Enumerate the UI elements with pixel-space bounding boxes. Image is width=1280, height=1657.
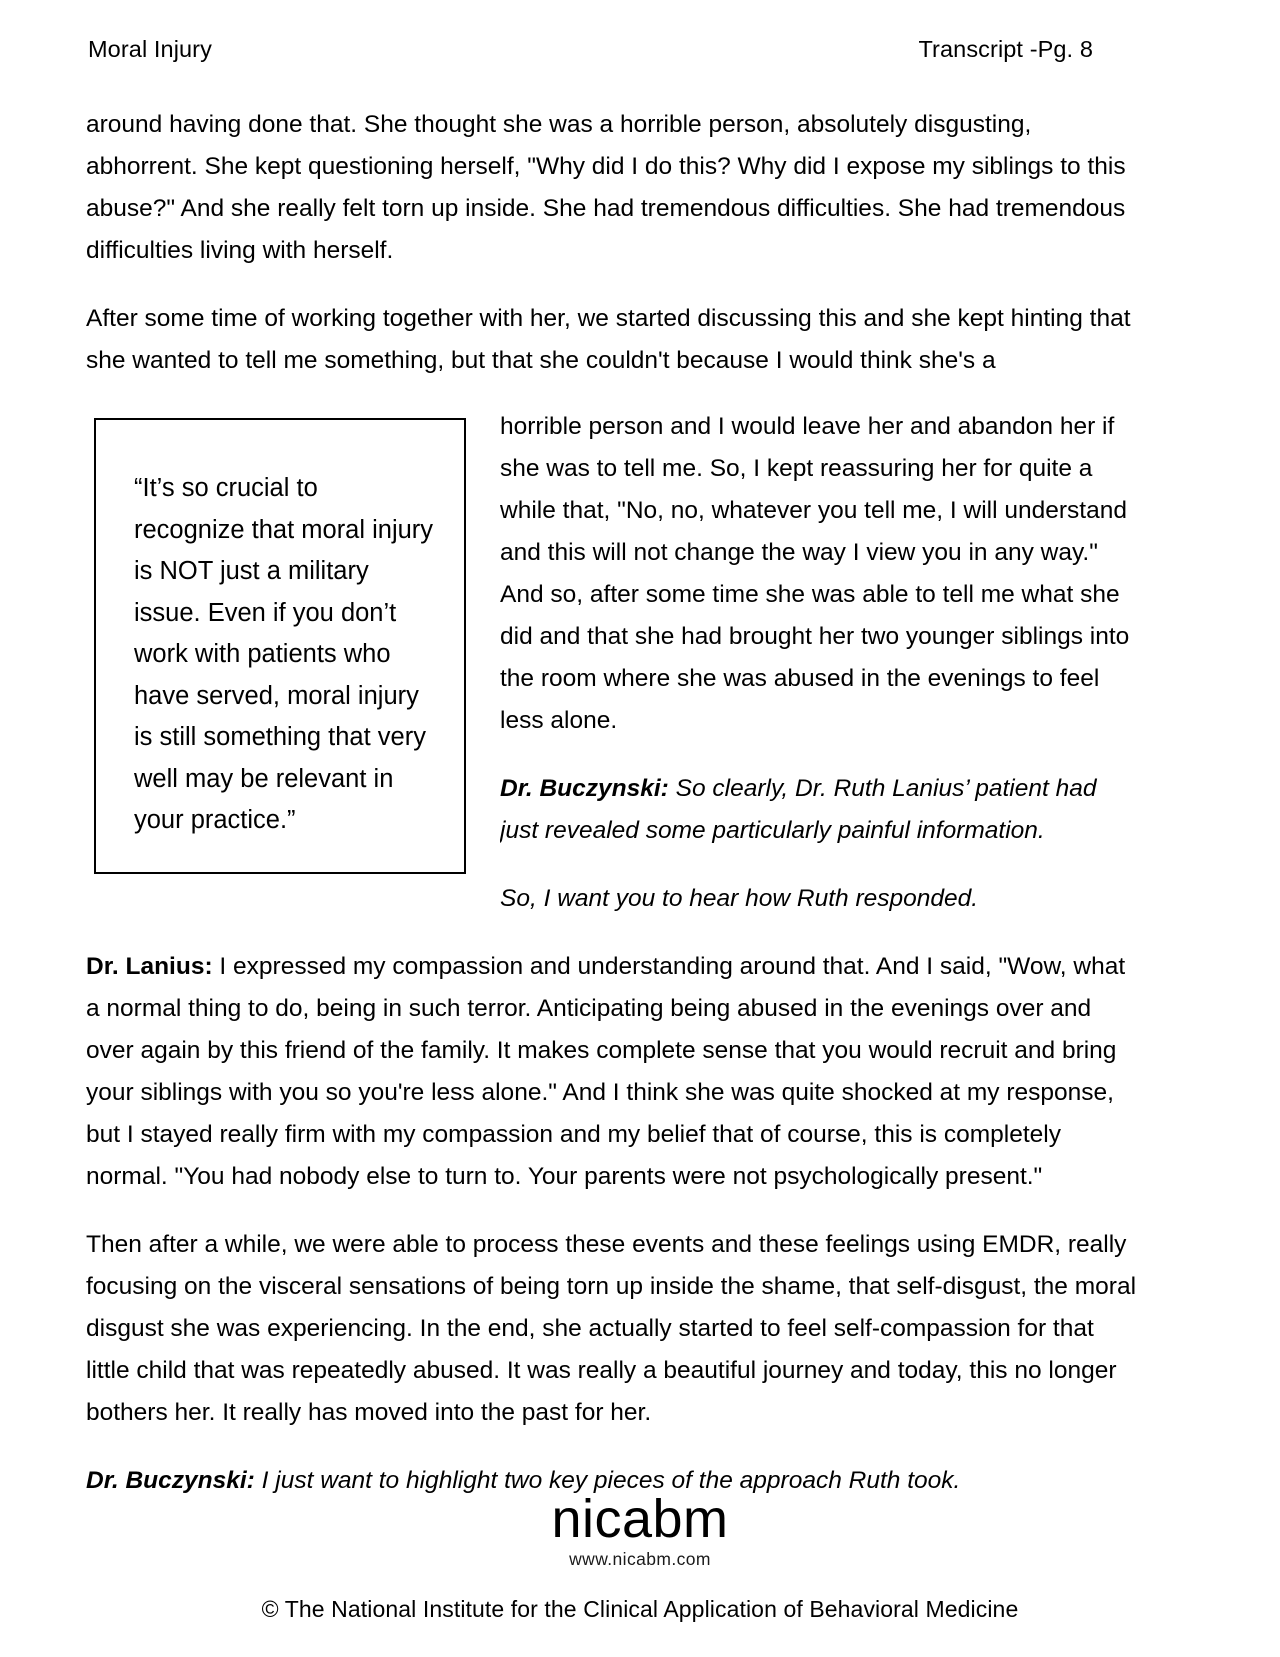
buczynski-quote-1 bbox=[500, 768, 1141, 852]
lanius-paragraph-text: I expressed my compassion and understanding around that. And I said, "Wow, what a normal thing to do, being in such terror. Anticipating being abused in the evenings over and over again by this friend of the family. It makes complete sense that you would recruit and bring your siblings with you so you're less alone." And I think she was quite shocked at my response, but I stayed really firm with my compassion and my belief that of course, this is completely normal. "You had nobody else to turn to. Your parents were not psychologically present." bbox=[86, 953, 1126, 1190]
pull-quote-text: “It’s so crucial to recognize that moral injury is NOT just a military issue. Even if you don’t work with patients who have served, moral injury is still something that very well may be relevant in your practice.” bbox=[134, 474, 434, 834]
lanius-paragraph bbox=[86, 946, 1141, 1198]
page-content bbox=[86, 104, 1141, 1528]
page-footer bbox=[0, 1491, 1280, 1623]
buczynski-quote-1-followup: So, I want you to hear how Ruth responded. bbox=[500, 885, 979, 912]
copyright-notice: © The National Institute for the Clinical Application of Behavioral Medicine bbox=[261, 1596, 1019, 1622]
buczynski-quote-1-text: So clearly, Dr. Ruth Lanius’ patient had just revealed some particularly painful information. bbox=[500, 775, 1097, 844]
page-header bbox=[88, 36, 1093, 63]
pull-quote-box bbox=[94, 418, 466, 874]
nicabm-logo: nicabm bbox=[551, 1489, 729, 1549]
speaker-label-lanius: Dr. Lanius: bbox=[86, 953, 213, 980]
speaker-label-buczynski: Dr. Buczynski: bbox=[500, 775, 669, 802]
wrapped-column bbox=[500, 406, 1141, 946]
speaker-label-buczynski-2: Dr. Buczynski: bbox=[86, 1467, 255, 1494]
header-title-left: Moral Injury bbox=[88, 36, 212, 62]
paragraph-horrible-person: horrible person and I would leave her and abandon her if she was to tell me. So, I kept reassuring her for quite a while that, "No, no, whatever you tell me, I will understand and this will not change the way I view you in any way." And so, after some time she was able to tell me what she did and that she had brought her two younger siblings into the room where she was abused in the evenings to feel less alone. bbox=[500, 413, 1130, 734]
paragraph-then-after-a-while: Then after a while, we were able to process these events and these feelings using EMDR, really focusing on the visceral sensations of being torn up inside the shame, that self-disgust, the moral disgust she was experiencing. In the end, she actually started to feel self-compassion for that little child that was repeatedly abused. It was really a beautiful journey and today, this no longer bothers her. It really has moved into the past for her. bbox=[86, 1231, 1137, 1426]
nicabm-url: www.nicabm.com bbox=[569, 1549, 711, 1569]
header-title-right: Transcript -Pg. 8 bbox=[918, 36, 1093, 62]
buczynski-quote-2-text: I just want to highlight two key pieces of the approach Ruth took. bbox=[254, 1467, 961, 1494]
paragraph-continued: around having done that. She thought she was a horrible person, absolutely disgusting, abhorrent. She kept questioning herself, "Why did I do this? Why did I expose my siblings to this abuse?" And she really felt torn up inside. She had tremendous difficulties. She had tremendous difficulties living with herself. bbox=[86, 111, 1126, 264]
paragraph-after-some-time: After some time of working together with her, we started discussing this and she kept hinting that she wanted to tell me something, but that she couldn't because I would think she's a bbox=[86, 305, 1131, 374]
